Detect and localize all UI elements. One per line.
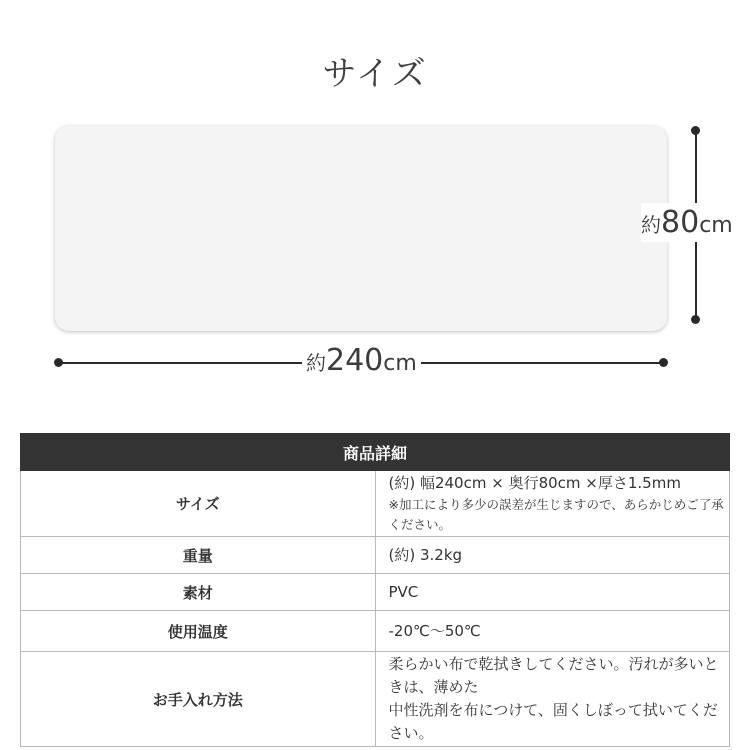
width-prefix: 約 bbox=[306, 351, 326, 375]
page-title: サイズ bbox=[322, 54, 428, 94]
row-value-care bbox=[375, 652, 730, 747]
row-key-care: お手入れ方法 bbox=[21, 652, 376, 747]
dimension-endpoint-bottom bbox=[691, 315, 700, 324]
table-row-care bbox=[21, 652, 730, 747]
height-unit: cm bbox=[699, 213, 733, 238]
row-value-temperature: -20℃〜50℃ bbox=[375, 611, 730, 652]
height-prefix: 約 bbox=[641, 213, 661, 237]
care-line-1: 柔らかい布で乾拭きしてください。汚れが多いときは、薄めた bbox=[388, 655, 719, 696]
table-row-temperature bbox=[21, 611, 730, 652]
row-key-material: 素材 bbox=[21, 574, 376, 611]
width-value: 240 bbox=[326, 343, 384, 378]
row-key-size: サイズ bbox=[21, 471, 376, 537]
row-key-weight: 重量 bbox=[21, 537, 376, 574]
care-line-2: 中性洗剤を布につけて、固くしぼって拭いてください。 bbox=[388, 701, 718, 742]
table-row-size bbox=[21, 471, 730, 537]
table-row-material bbox=[21, 574, 730, 611]
row-key-temperature: 使用温度 bbox=[21, 611, 376, 652]
size-value-line: (約) 幅240cm × 奥行80cm ×厚さ1.5mm bbox=[388, 474, 681, 492]
mat-illustration bbox=[55, 126, 667, 331]
size-note: ※加工により多少の誤差が生じますので、あらかじめご了承ください。 bbox=[388, 497, 724, 532]
table-header: 商品詳細 bbox=[21, 434, 730, 471]
table-row-weight bbox=[21, 537, 730, 574]
row-value-material: PVC bbox=[375, 574, 730, 611]
width-dimension-label bbox=[302, 343, 421, 378]
product-detail-table bbox=[20, 433, 730, 747]
width-unit: cm bbox=[383, 351, 417, 376]
height-value: 80 bbox=[661, 205, 700, 240]
height-dimension-label bbox=[641, 203, 733, 242]
row-value-weight: (約) 3.2kg bbox=[375, 537, 730, 574]
dimension-endpoint-right bbox=[659, 358, 668, 367]
row-value-size bbox=[375, 471, 730, 537]
